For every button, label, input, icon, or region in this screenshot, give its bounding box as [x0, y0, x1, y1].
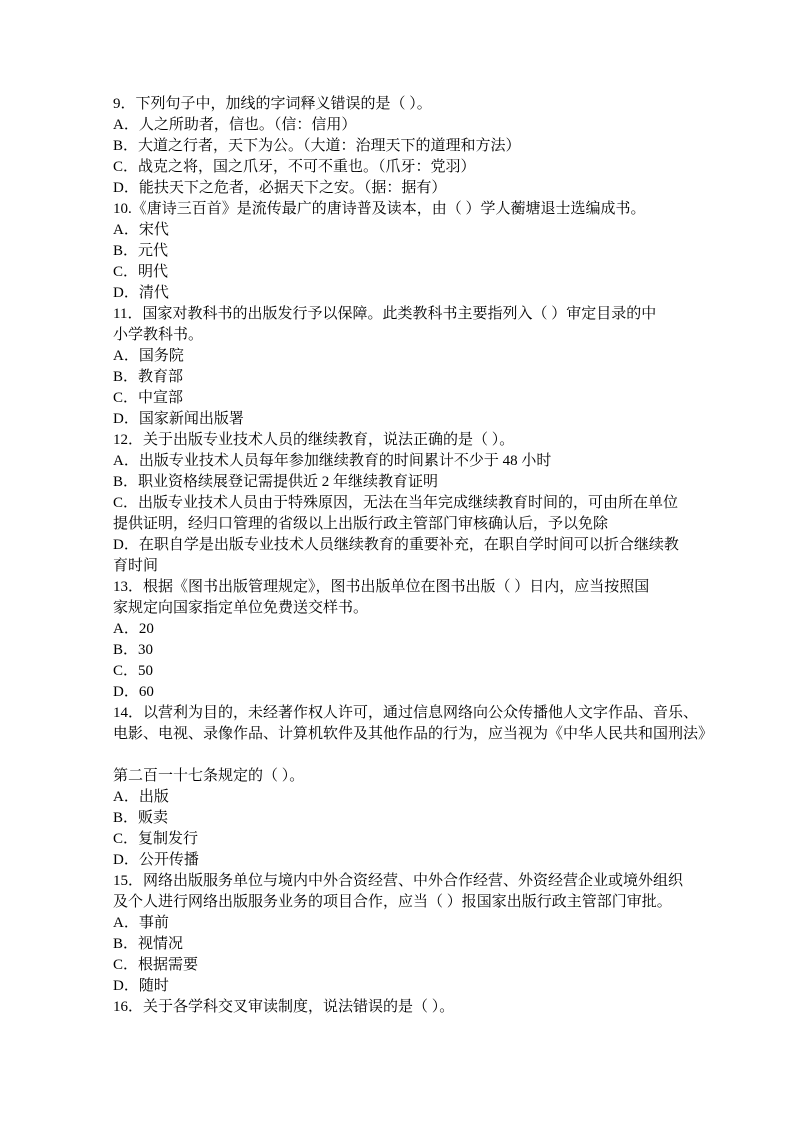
question-10-option-c: C．明代 [113, 264, 169, 280]
question-16 [113, 997, 691, 1018]
question-14-stem-line-1: 14．以营利为目的，未经著作权人许可，通过信息网络向公众传播他人文字作品、音乐、 [113, 705, 699, 721]
question-12-option-c-line-1: C．出版专业技术人员由于特殊原因，无法在当年完成继续教育时间的，可由所在单位 [113, 495, 679, 511]
question-13 [113, 577, 691, 703]
question-15-stem-line-2: 及个人进行网络出版服务业务的项目合作，应当（ ）报国家出版行政主管部门审批。 [113, 894, 672, 910]
blank-line [113, 745, 691, 766]
question-15-stem-line-1: 15．网络出版服务单位与境内中外合资经营、中外合作经营、外资经营企业或境外组织 [113, 873, 684, 889]
exam-content [113, 94, 714, 1018]
question-10-option-d: D．清代 [113, 285, 169, 301]
question-14-stem-line-2: 电影、电视、录像作品、计算机软件及其他作品的行为，应当视为《中华人民共和国刑法》 [113, 726, 714, 742]
question-14 [113, 703, 714, 871]
question-11-option-d: D．国家新闻出版署 [113, 411, 244, 427]
question-9-option-b: B．大道之行者，天下为公。（大道：治理天下的道理和方法） [113, 138, 521, 154]
question-11-stem-line-2: 小学教科书。 [113, 327, 204, 343]
question-9-option-a: A．人之所助者，信也。（信：信用） [113, 117, 357, 133]
question-10-option-a: A．宋代 [113, 222, 169, 238]
question-15-option-c: C．根据需要 [113, 957, 199, 973]
question-10 [113, 199, 691, 304]
question-11-stem-line-1: 11．国家对教科书的出版发行予以保障。此类教科书主要指列入（ ）审定目录的中 [113, 306, 657, 322]
question-9 [113, 94, 691, 199]
question-16-stem: 16．关于各学科交叉审读制度，说法错误的是（ ）。 [113, 999, 455, 1015]
question-12-option-c-line-2: 提供证明，经归口管理的省级以上出版行政主管部门审核确认后，予以免除 [113, 516, 609, 532]
question-11-option-c: C．中宣部 [113, 390, 184, 406]
question-13-option-d: D．60 [113, 684, 154, 700]
question-12-option-a: A．出版专业技术人员每年参加继续教育的时间累计不少于 48 小时 [113, 453, 552, 469]
question-9-stem: 9．下列句子中，加线的字词释义错误的是（ ）。 [113, 96, 432, 112]
question-9-option-d: D．能扶天下之危者，必据天下之安。（据：据有） [113, 180, 447, 196]
question-12-stem: 12．关于出版专业技术人员的继续教育，说法正确的是（ ）。 [113, 432, 515, 448]
question-11-option-b: B．教育部 [113, 369, 184, 385]
question-15 [113, 871, 691, 997]
question-12-option-d-line-1: D．在职自学是出版专业技术人员继续教育的重要补充，在职自学时间可以折合继续教 [113, 537, 679, 553]
question-10-stem: 10.《唐诗三百首》是流传最广的唐诗普及读本，由（ ）学人蘅塘退士选编成书。 [113, 201, 646, 217]
question-9-option-c: C．战克之将，国之爪牙，不可不重也。（爪牙：党羽） [113, 159, 476, 175]
question-12-option-b: B．职业资格续展登记需提供近 2 年继续教育证明 [113, 474, 439, 490]
question-13-option-c: C．50 [113, 663, 154, 679]
question-13-stem-line-1: 13．根据《图书出版管理规定》，图书出版单位在图书出版（ ）日内，应当按照国 [113, 579, 650, 595]
question-14-option-d: D．公开传播 [113, 852, 199, 868]
question-13-option-b: B．30 [113, 642, 154, 658]
question-14-stem-line-3: 第二百一十七条规定的（ ）。 [113, 768, 305, 784]
question-15-option-a: A．事前 [113, 915, 169, 931]
question-11-option-a: A．国务院 [113, 348, 184, 364]
question-12-option-d-line-2: 育时间 [113, 558, 159, 574]
question-14-option-b: B．贩卖 [113, 810, 169, 826]
question-15-option-b: B．视情况 [113, 936, 184, 952]
question-14-option-a: A．出版 [113, 789, 169, 805]
question-11 [113, 304, 691, 430]
question-13-option-a: A．20 [113, 621, 154, 637]
question-12 [113, 430, 691, 577]
question-14-option-c: C．复制发行 [113, 831, 199, 847]
question-13-stem-line-2: 家规定向国家指定单位免费送交样书。 [113, 600, 369, 616]
question-10-option-b: B．元代 [113, 243, 169, 259]
question-15-option-d: D．随时 [113, 978, 169, 994]
